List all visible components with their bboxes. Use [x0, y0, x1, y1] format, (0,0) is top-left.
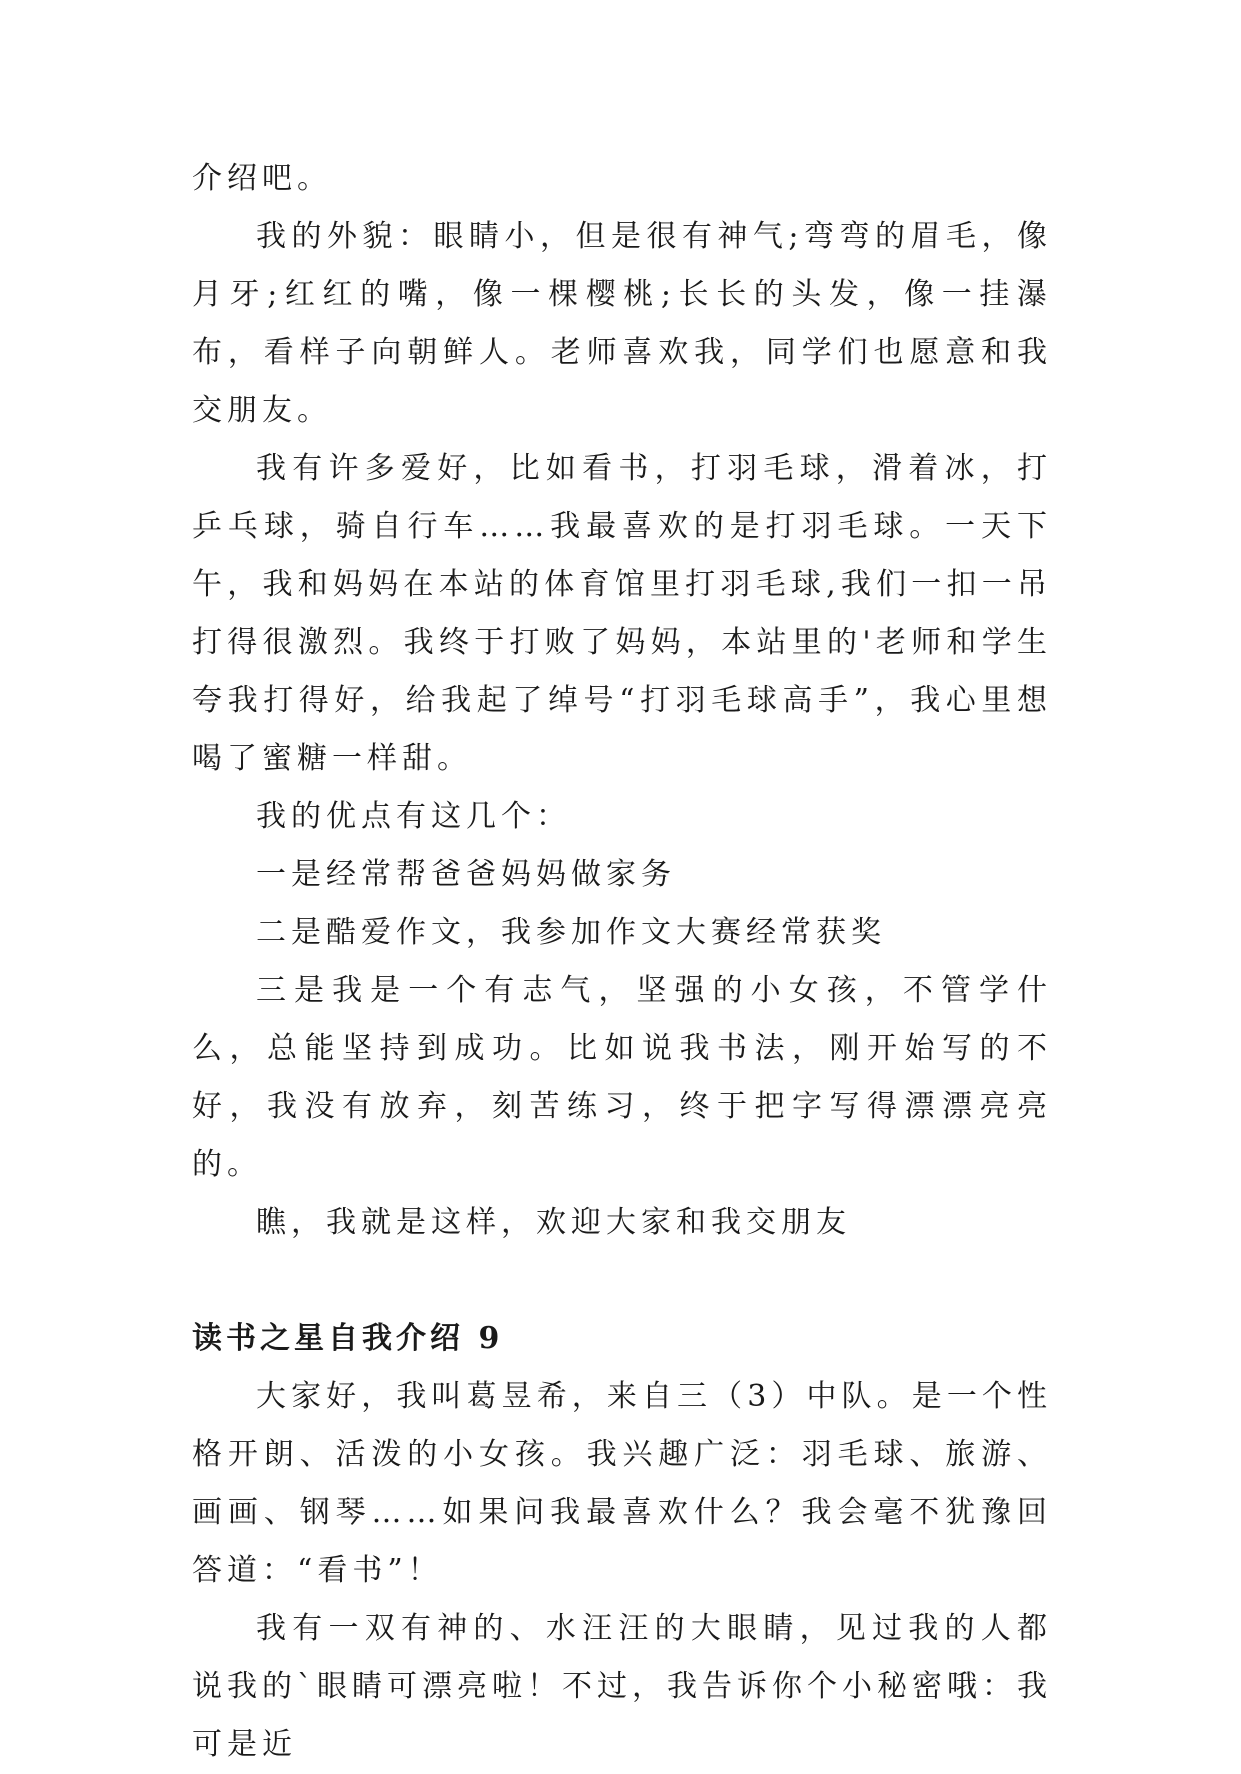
- paragraph-self-intro: 大家好，我叫葛昱希，来自三（3）中队。是一个性格开朗、活泼的小女孩。我兴趣广泛：羽毛球、旅游、画画、钢琴……如果问我最喜欢什么？我会毫不犹豫回答道：“看书”！: [192, 1379, 1052, 1588]
- section-title: 读书之星自我介绍 9: [192, 1321, 504, 1356]
- paragraph-eyes: 我有一双有神的、水汪汪的大眼睛，见过我的人都说我的`眼睛可漂亮啦！不过，我告诉你个小秘密哦：我可是近: [192, 1611, 1052, 1762]
- paragraph-closing: 瞧，我就是这样，欢迎大家和我交朋友: [256, 1205, 851, 1240]
- paragraph-strength-3: 三是我是一个有志气，坚强的小女孩，不管学什么，总能坚持到成功。比如说我书法，刚开始写的不好，我没有放弃，刻苦练习，终于把字写得漂漂亮亮的。: [192, 973, 1052, 1182]
- document-page: [192, 150, 1052, 1774]
- paragraph-strengths-intro: 我的优点有这几个：: [256, 799, 571, 834]
- paragraph-hobbies: 我有许多爱好，比如看书，打羽毛球，滑着冰，打乒乓球，骑自行车……我最喜欢的是打羽毛球。一天下午，我和妈妈在本站的体育馆里打羽毛球,我们一扣一吊打得很激烈。我终于打败了妈妈，本站里的'老师和学生夸我打得好，给我起了绰号“打羽毛球高手”，我心里想喝了蜜糖一样甜。: [192, 451, 1052, 776]
- paragraph-appearance: 我的外貌：眼睛小，但是很有神气;弯弯的眉毛，像月牙;红红的嘴，像一棵樱桃;长长的头发，像一挂瀑布，看样子向朝鲜人。老师喜欢我，同学们也愿意和我交朋友。: [192, 219, 1052, 428]
- paragraph-strength-2: 二是酷爱作文，我参加作文大赛经常获奖: [256, 915, 886, 950]
- paragraph-strength-1: 一是经常帮爸爸妈妈做家务: [256, 857, 676, 892]
- section-gap: [192, 1252, 1052, 1310]
- paragraph-intro-end: 介绍吧。: [192, 161, 332, 196]
